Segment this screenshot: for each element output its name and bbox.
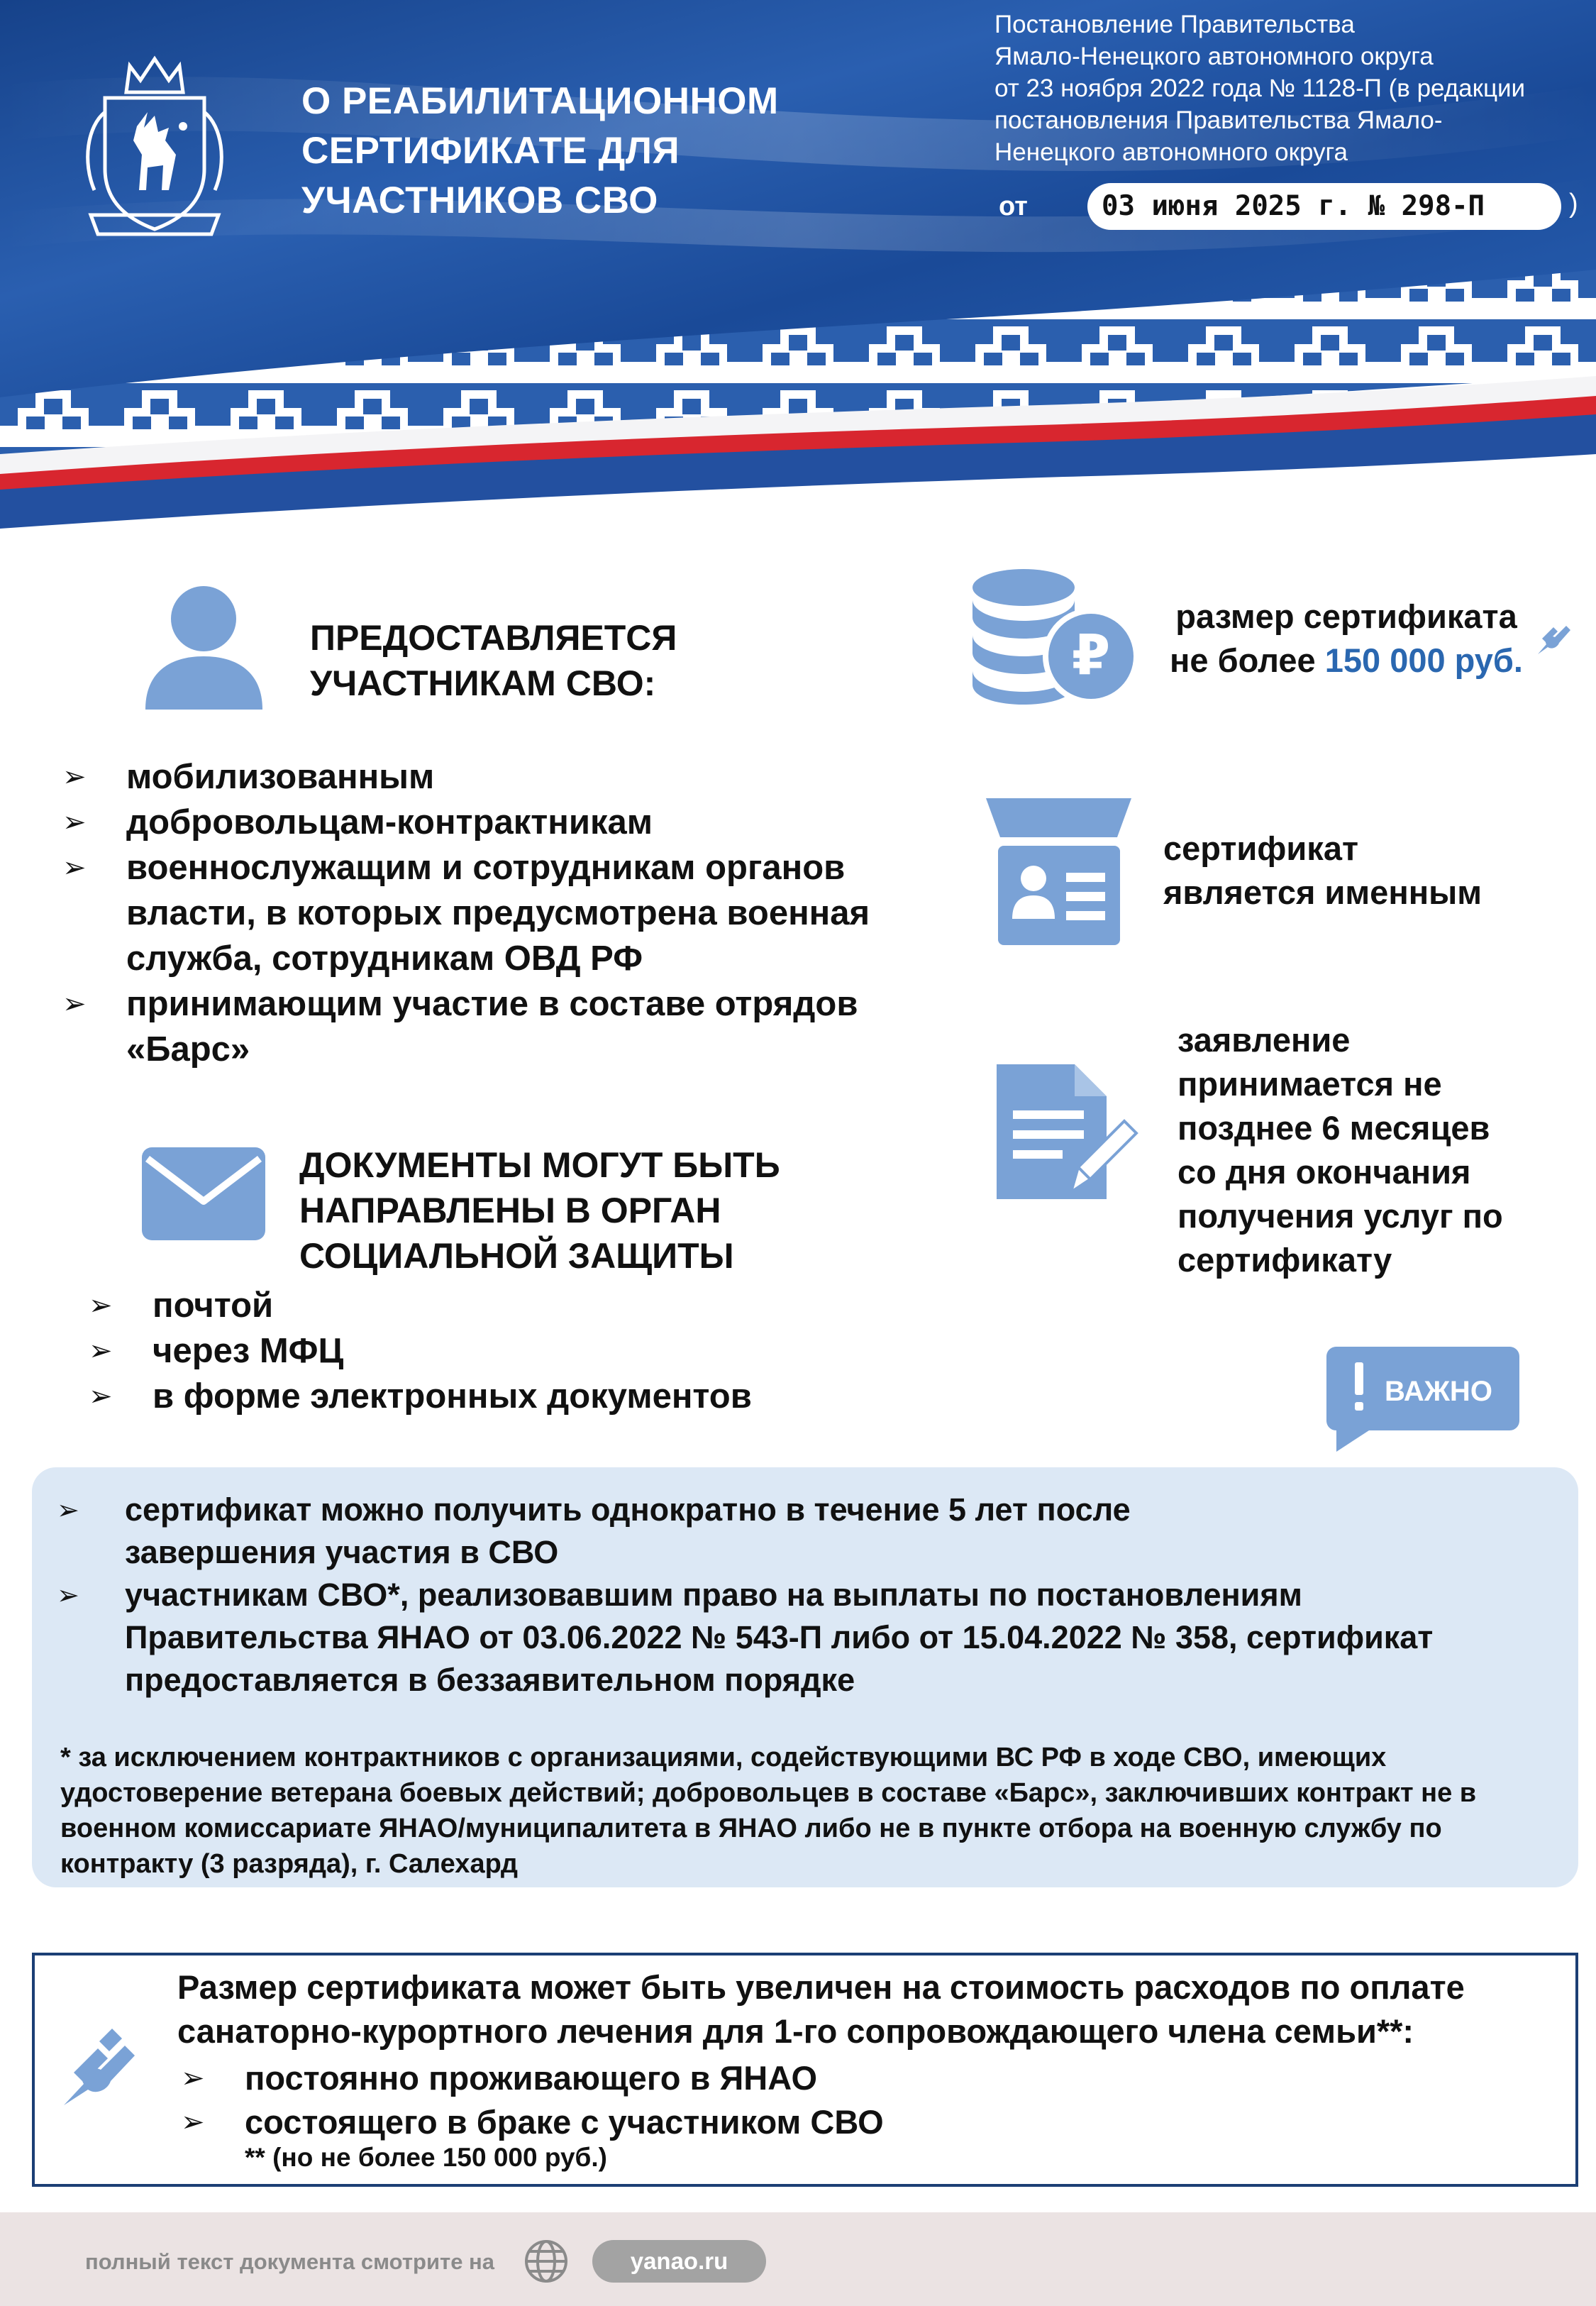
footer-text: полный текст документа смотрите на [85, 2249, 495, 2274]
list-item [57, 1574, 1553, 1701]
page-title [301, 77, 841, 226]
increase-list [181, 2056, 884, 2144]
title-line: СЕРТИФИКАТЕ ДЛЯ [301, 130, 680, 172]
decree-line: Ненецкого автономного округа [994, 138, 1348, 166]
list-item-text: мобилизованным [126, 758, 435, 796]
application-line: позднее 6 месяцев [1177, 1109, 1490, 1147]
application-line: заявление [1177, 1021, 1351, 1059]
list-item-text: почтой [153, 1286, 274, 1325]
important-list [57, 1489, 1553, 1701]
size-line [1155, 639, 1538, 683]
list-item [62, 981, 949, 1072]
decree-line: Постановление Правительства [994, 11, 1355, 38]
increase-note: ** (но не более 150 000 руб.) [245, 2143, 607, 2172]
recipients-title-line: ПРЕДОСТАВЛЯЕТСЯ [310, 618, 677, 658]
documents-list [89, 1283, 940, 1419]
application-line: сертификату [1177, 1241, 1392, 1279]
footnote [60, 1740, 1557, 1882]
size-prefix: не более [1169, 641, 1325, 679]
list-item-text: служба, сотрудникам ОВД РФ [126, 939, 643, 978]
decree-line: Ямало-Ненецкого автономного округа [994, 43, 1434, 70]
application-line: получения услуг по [1177, 1197, 1503, 1235]
decree-reference [994, 9, 1576, 168]
list-item [62, 754, 949, 800]
list-item-text: «Барс» [126, 1030, 250, 1069]
certificate-named-text [1163, 827, 1482, 915]
named-line: сертификат [1163, 829, 1358, 867]
application-line: принимается не [1177, 1065, 1442, 1103]
decree-closing-paren: ) [1569, 189, 1578, 219]
list-item-text: состоящего в браке с участником СВО [245, 2103, 884, 2141]
coins-ruble-icon [970, 568, 1141, 706]
increase-text-line: Размер сертификата может быть увеличен на стоимость расходов по оплате [177, 1968, 1465, 2006]
list-item [89, 1374, 940, 1419]
hand-care-icon [57, 2026, 145, 2114]
list-item-text: ➢ участникам СВО*, реализовавшим право на выплаты по постановлениям [125, 1577, 1302, 1613]
documents-title [299, 1142, 780, 1279]
decree-line: от 23 ноября 2022 года № 1128-П (в редакции [994, 75, 1526, 102]
named-line: является именным [1163, 873, 1483, 911]
certificate-size-text [1155, 595, 1538, 683]
title-line: О РЕАБИЛИТАЦИОННОМ [301, 80, 779, 122]
documents-title-line: ДОКУМЕНТЫ МОГУТ БЫТЬ [299, 1145, 780, 1185]
footnote-line: контракту (3 разряда), г. Салехард [60, 1849, 518, 1879]
footnote-line: удостоверение ветерана боевых действий; добровольцев в составе «Барс», заключивших контракт не в [60, 1778, 1477, 1808]
list-item-text: ➢ принимающим участие в составе отрядов [126, 985, 858, 1023]
application-deadline-text [1177, 1018, 1503, 1282]
footnote-line: военном комиссариате ЯНАО/муниципалитета в ЯНАО либо не в пункте отбора на военную службу по [60, 1814, 1442, 1843]
globe-icon [523, 2239, 569, 2284]
document-pen-icon [993, 1061, 1138, 1203]
svg-text:₽: ₽ [1071, 624, 1111, 688]
list-item [62, 800, 949, 845]
list-item-text: завершения участия в СВО [125, 1534, 559, 1570]
decree-date-field: 03 июня 2025 г. № 298-П [1087, 183, 1561, 230]
title-line: УЧАСТНИКОВ СВО [301, 180, 658, 221]
list-item-text: власти, в которых предусмотрена военная [126, 894, 870, 932]
person-icon [142, 583, 266, 711]
list-item-text: предоставляется в беззаявительном порядке [125, 1662, 855, 1698]
list-item-text: через МФЦ [153, 1332, 344, 1370]
website-link[interactable]: yanao.ru [592, 2240, 766, 2283]
list-item [181, 2100, 884, 2144]
id-card-icon [982, 795, 1135, 947]
hand-care-icon [1534, 616, 1576, 658]
application-line: со дня окончания [1177, 1153, 1471, 1191]
decree-from-label: от [999, 192, 1028, 221]
important-badge-label: ВАЖНО [1385, 1376, 1492, 1407]
envelope-icon [140, 1146, 267, 1242]
list-item [89, 1283, 940, 1328]
list-item-text: добровольцам-контрактникам [126, 803, 653, 842]
recipients-list [62, 754, 949, 1072]
documents-title-line: НАПРАВЛЕНЫ В ОРГАН [299, 1191, 721, 1230]
list-item-text: постоянно проживающего в ЯНАО [245, 2059, 818, 2097]
list-item-text: в форме электронных документов [153, 1377, 752, 1416]
recipients-title [310, 615, 677, 706]
size-line: размер сертификата [1175, 597, 1517, 635]
list-item [62, 845, 949, 981]
list-item [57, 1489, 1553, 1574]
decree-line: постановления Правительства Ямало- [994, 106, 1443, 134]
header-banner [0, 0, 1596, 539]
list-item [181, 2056, 884, 2100]
list-item-text: ➢ сертификат можно получить однократно в течение 5 лет после [125, 1491, 1131, 1528]
recipients-title-line: УЧАСТНИКАМ СВО: [310, 663, 656, 703]
list-item-text: Правительства ЯНАО от 03.06.2022 № 543-П либо от 15.04.2022 № 358, сертификат [125, 1619, 1434, 1655]
size-amount: 150 000 руб. [1324, 641, 1523, 679]
documents-title-line: СОЦИАЛЬНОЙ ЗАЩИТЫ [299, 1236, 734, 1276]
list-item [89, 1328, 940, 1374]
exclamation-icon [1355, 1362, 1363, 1395]
coat-of-arms-icon [77, 48, 233, 243]
increase-text-line: санаторно-курортного лечения для 1-го сопровождающего члена семьи**: [177, 2012, 1414, 2050]
important-badge [1326, 1347, 1519, 1452]
list-item-text: ➢ военнослужащим и сотрудникам органов [126, 849, 846, 887]
footnote-line: * за исключением контрактников с организациями, содействующими ВС РФ в ходе СВО, имеющих [60, 1743, 1387, 1772]
increase-text [177, 1965, 1568, 2053]
